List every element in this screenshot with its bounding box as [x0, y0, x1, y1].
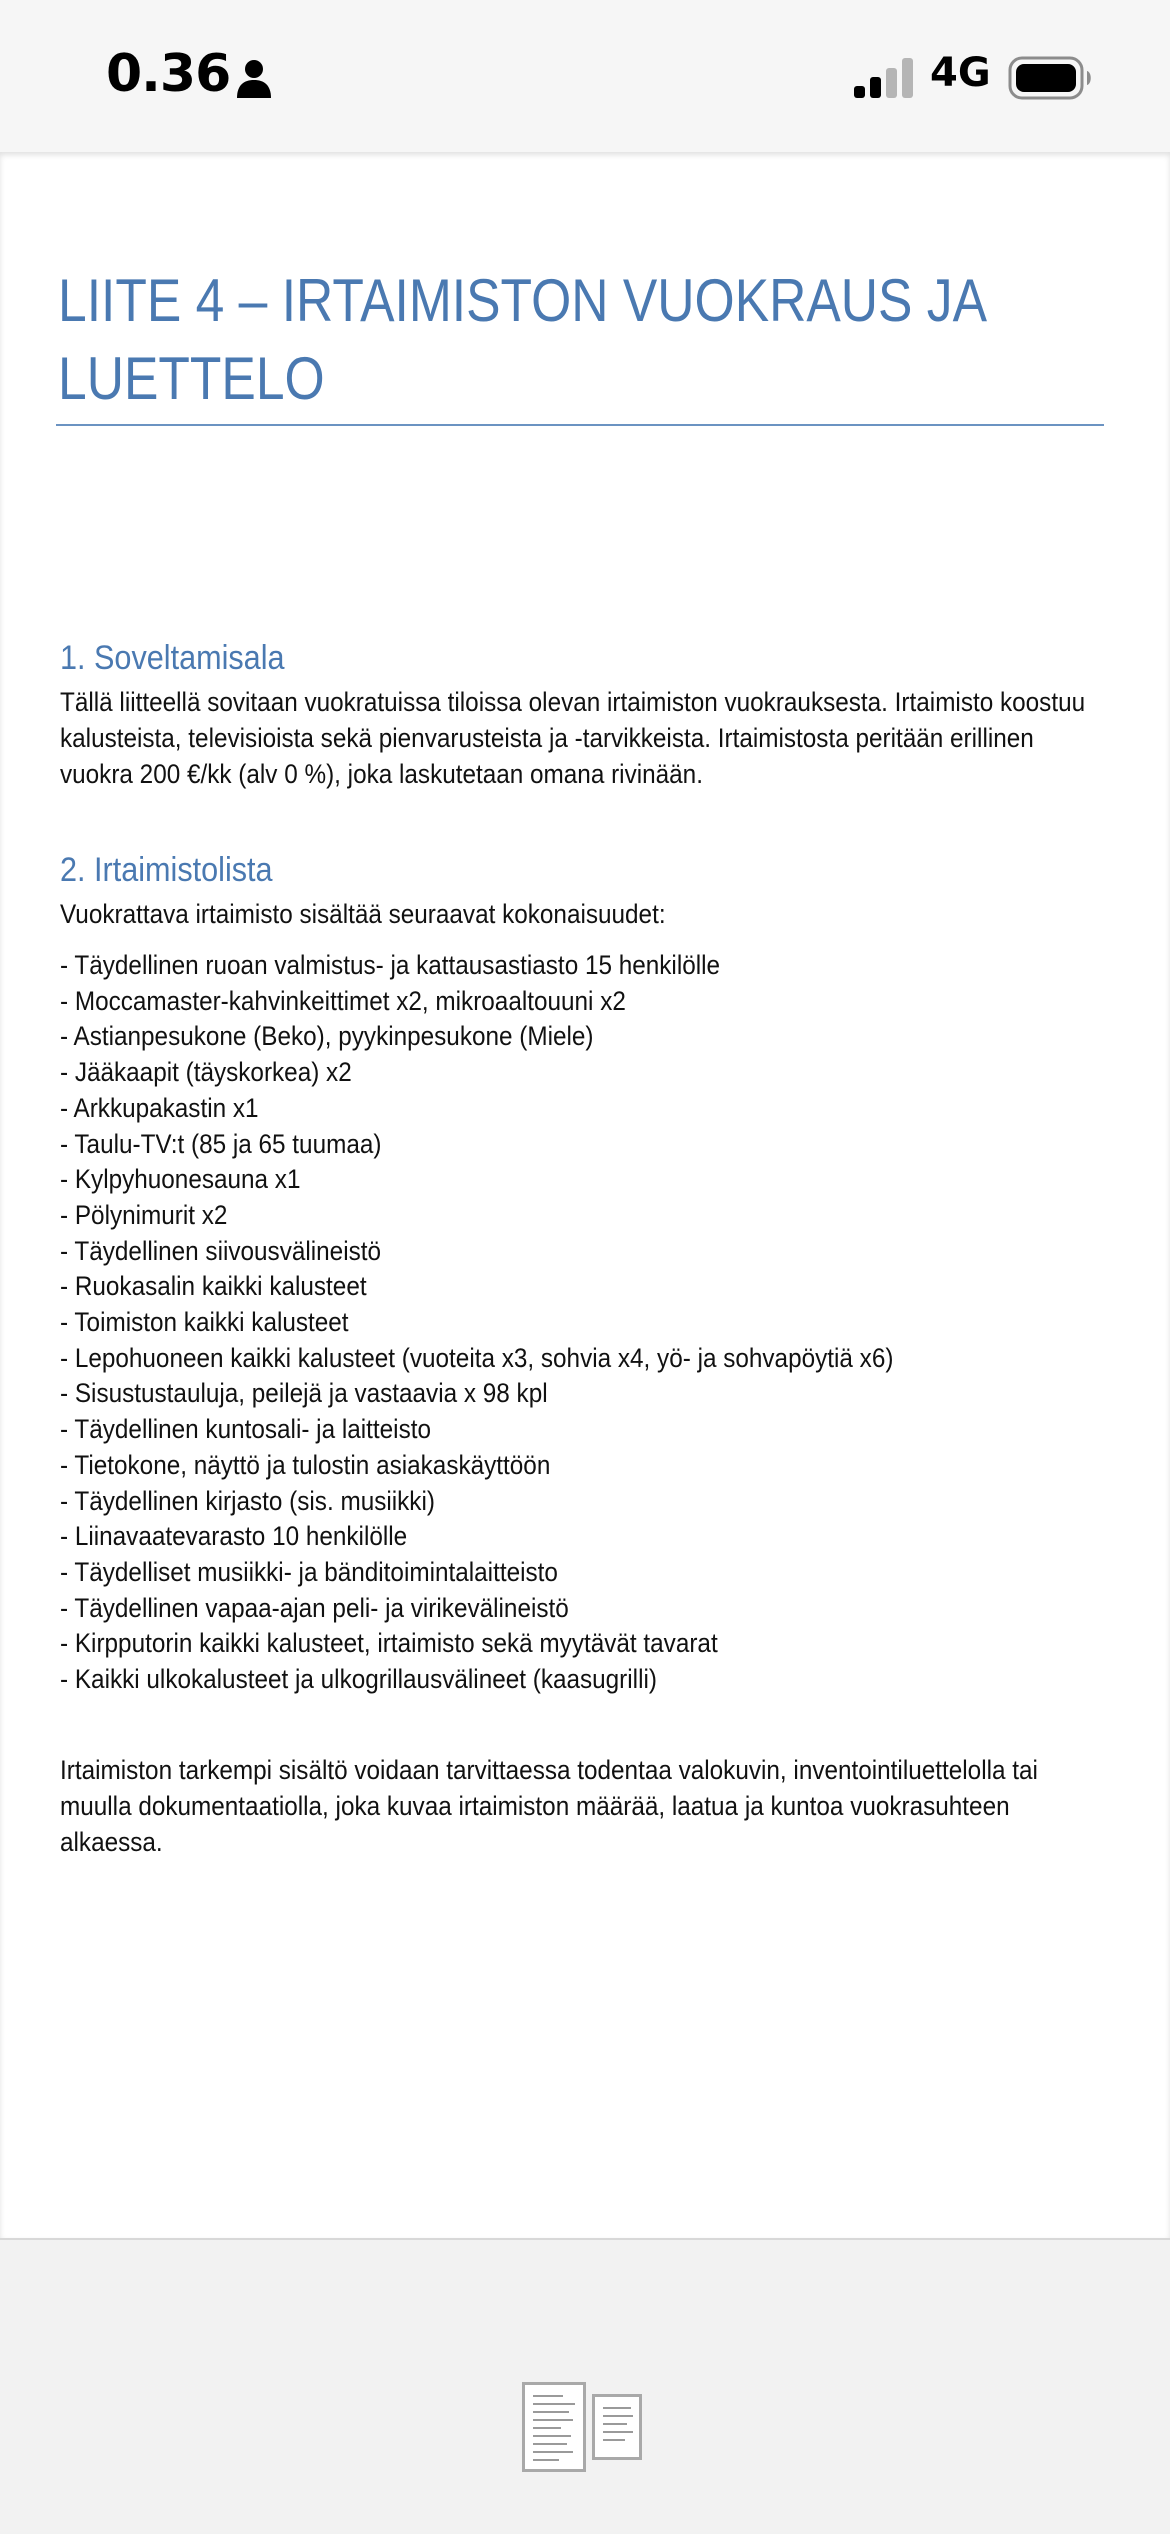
section-heading-scope: 1. Soveltamisala [60, 639, 285, 677]
list-item: - Ruokasalin kaikki kalusteet [60, 1271, 367, 1302]
list-item: - Astianpesukone (Beko), pyykinpesukone (Miele) [60, 1021, 594, 1052]
section-closing-inventory: Irtaimiston tarkempi sisältö voidaan tarvittaessa todentaa valokuvin, inventointiluettelolla tai muulla dokumentaatiolla, joka kuvaa irtaimiston määrää, laatua ja kuntoa vuokrasuhteen alkaessa. [60, 1755, 1038, 1857]
list-item: - Täydellinen kuntosali- ja laitteisto [60, 1414, 431, 1445]
list-item: - Arkkupakastin x1 [60, 1092, 259, 1123]
list-item: - Täydellinen vapaa-ajan peli- ja virikevälineistö [60, 1592, 569, 1623]
page-thumbnail-1[interactable] [522, 2382, 586, 2472]
status-time: 0.36 [106, 44, 231, 104]
list-item: - Taulu-TV:t (85 ja 65 tuumaa) [60, 1128, 382, 1159]
inventory-list [60, 948, 893, 1698]
list-item: - Kylpyhuonesauna x1 [60, 1164, 301, 1195]
list-item: - Tietokone, näyttö ja tulostin asiakaskäyttöön [60, 1449, 551, 1480]
list-item: - Täydellinen siivousvälineistö [60, 1235, 382, 1266]
page-thumbnail-bar [0, 2238, 1170, 2534]
list-item: - Pölynimurit x2 [60, 1199, 228, 1230]
list-item: - Liinavaatevarasto 10 henkilölle [60, 1521, 408, 1552]
list-item: - Moccamaster-kahvinkeittimet x2, mikroaaltouuni x2 [60, 985, 626, 1016]
list-item: - Sisustustauluja, peilejä ja vastaavia x 98 kpl [60, 1378, 548, 1409]
network-type: 4G [930, 50, 991, 96]
person-icon [236, 58, 272, 98]
battery-icon [1008, 56, 1094, 100]
list-item: - Kirpputorin kaikki kalusteet, irtaimisto sekä myytävät tavarat [60, 1628, 718, 1659]
title-divider [56, 424, 1104, 426]
list-item: - Täydellinen ruoan valmistus- ja kattausastiasto 15 henkilölle [60, 950, 721, 980]
page-thumbnail-2[interactable] [592, 2394, 642, 2460]
list-item: - Täydellinen kirjasto (sis. musiikki) [60, 1485, 435, 1516]
list-item: - Lepohuoneen kaikki kalusteet (vuoteita x3, sohvia x4, yö- ja sohvapöytiä x6) [60, 1342, 894, 1373]
status-bar [0, 0, 1170, 152]
list-item: - Kaikki ulkokalusteet ja ulkogrillausvälineet (kaasugrilli) [60, 1664, 657, 1695]
list-item: - Jääkaapit (täyskorkea) x2 [60, 1057, 352, 1088]
list-item: - Täydelliset musiikki- ja bänditoimintalaitteisto [60, 1556, 558, 1587]
section-text-scope: Tällä liitteellä sovitaan vuokratuissa tiloissa olevan irtaimiston vuokrauksesta. Irtaimisto koostuu kalusteista, televisioista sekä pienvarusteista ja -tarvikkeista. Irtaimistosta peritään erillinen vuokra 200 €/kk (alv 0 %), joka laskutetaan omana rivinään. [60, 687, 1086, 789]
document-title: LIITE 4 – IRTAIMISTON VUOKRAUS JA LUETTELO [58, 267, 985, 412]
section-heading-inventory: 2. Irtaimistolista [60, 851, 273, 889]
list-item: - Toimiston kaikki kalusteet [60, 1307, 349, 1338]
signal-icon [854, 58, 916, 98]
section-intro-inventory: Vuokrattava irtaimisto sisältää seuraavat kokonaisuudet: [60, 899, 666, 929]
